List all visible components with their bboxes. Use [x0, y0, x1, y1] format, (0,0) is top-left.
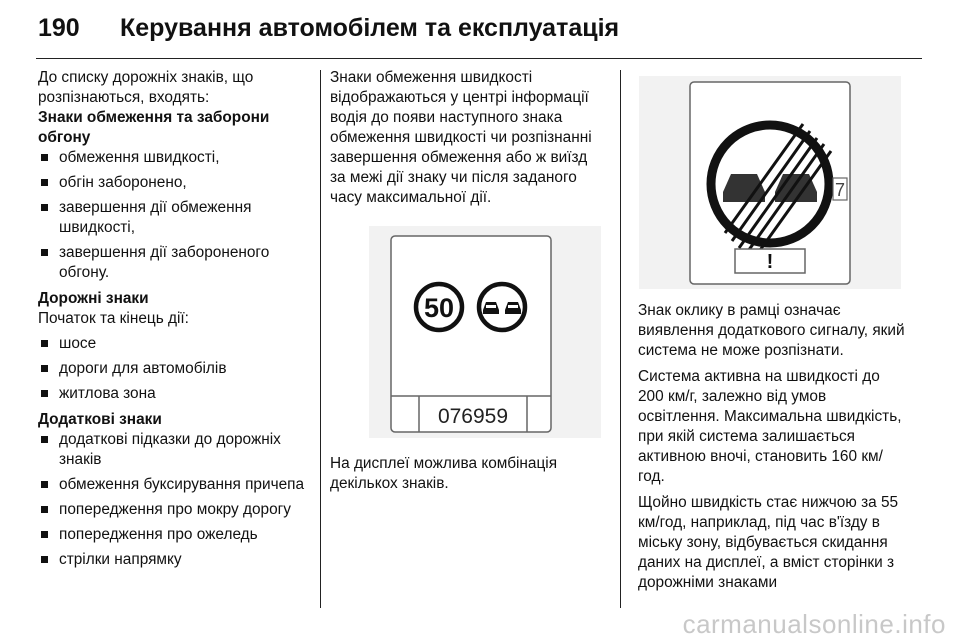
speed-sign-text: Знаки обмеження швидкості відображаються у центрі інформації водія до появи наступного знака обмеження швидкості чи розпізнанні завершення обмеження або ж виїзд за межі дії знаку чи після заданого часу максимальної дії.: [330, 69, 592, 206]
list-item: шосе: [38, 334, 308, 354]
figure-sign-combination: [369, 226, 601, 438]
exclamation-icon: !: [766, 251, 774, 273]
bullet-icon: [41, 531, 48, 538]
sign-combination-illustration: [369, 226, 601, 438]
watermark: carmanualsonline.info: [682, 609, 946, 639]
header-rule: [36, 58, 922, 59]
list-item: обгін заборонено,: [38, 173, 308, 193]
speed-reset-text: Щойно швидкість стає нижчою за 55 км/год, наприклад, під час в'їзду в міську зону, відбувається скидання даних на дисплеї, а вміст сторінки з дорожніми знаками: [638, 494, 899, 591]
page-number: 190: [38, 14, 80, 42]
list-item: стрілки напрямку: [38, 550, 308, 570]
bullet-icon: [41, 365, 48, 372]
road-signs-list: [38, 334, 308, 404]
list-item: завершення дії забороненого обгону.: [38, 243, 308, 283]
column-left: [38, 68, 308, 570]
section-heading-additional: Додаткові знаки: [38, 411, 162, 428]
end-restriction-illustration: [639, 76, 901, 289]
section-heading-road-signs: Дорожні знаки: [38, 290, 149, 307]
bullet-icon: [41, 436, 48, 443]
sign-code: 076959: [437, 405, 509, 428]
svg-text:50: 50: [423, 293, 455, 323]
system-active-text: Система активна на швидкості до 200 км/г, залежно від умов освітлення. Максимальна швидкість, при якій система залишається активною вночі, становить 160 км/год.: [638, 368, 902, 485]
road-signs-intro: Початок та кінець дії:: [38, 310, 189, 327]
list-item: додаткові підказки до дорожніх знаків: [38, 430, 308, 470]
column-divider: [320, 70, 321, 608]
speed-limit-sign-icon: [416, 284, 462, 330]
column-middle: [330, 68, 602, 208]
figure-caption-combination: На дисплеї можлива комбінація декількох знаків.: [330, 455, 558, 492]
additional-signs-list: [38, 430, 308, 570]
bullet-icon: [41, 506, 48, 513]
bullet-icon: [41, 179, 48, 186]
bullet-icon: [41, 390, 48, 397]
no-overtaking-sign-icon: [479, 284, 525, 330]
section-heading-restriction: Знаки обмеження та заборони обгону: [38, 109, 270, 146]
exclamation-text: Знак оклику в рамці означає виявлення додаткового сигналу, який система не може розпізнати.: [638, 302, 905, 359]
page-header: [38, 14, 619, 50]
bullet-icon: [41, 481, 48, 488]
list-item: попередження про ожеледь: [38, 525, 308, 545]
bullet-icon: [41, 204, 48, 211]
bullet-icon: [41, 340, 48, 347]
bullet-icon: [41, 556, 48, 563]
bullet-icon: [41, 249, 48, 256]
list-item: обмеження швидкості,: [38, 148, 308, 168]
list-item: дороги для автомобілів: [38, 359, 308, 379]
column-divider: [620, 70, 621, 608]
restriction-list: [38, 148, 308, 283]
intro-text: До списку дорожніх знаків, що розпізнаються, входять:: [38, 69, 254, 106]
sign-code: 7: [834, 180, 846, 200]
figure-end-of-restriction: [639, 76, 901, 289]
page-title: Керування автомобілем та експлуатація: [120, 14, 620, 42]
list-item: обмеження буксирування причепа: [38, 475, 308, 495]
list-item: попередження про мокру дорогу: [38, 500, 308, 520]
list-item: завершення дії обмеження швидкості,: [38, 198, 308, 238]
list-item: житлова зона: [38, 384, 308, 404]
bullet-icon: [41, 154, 48, 161]
column-right: [638, 301, 908, 593]
